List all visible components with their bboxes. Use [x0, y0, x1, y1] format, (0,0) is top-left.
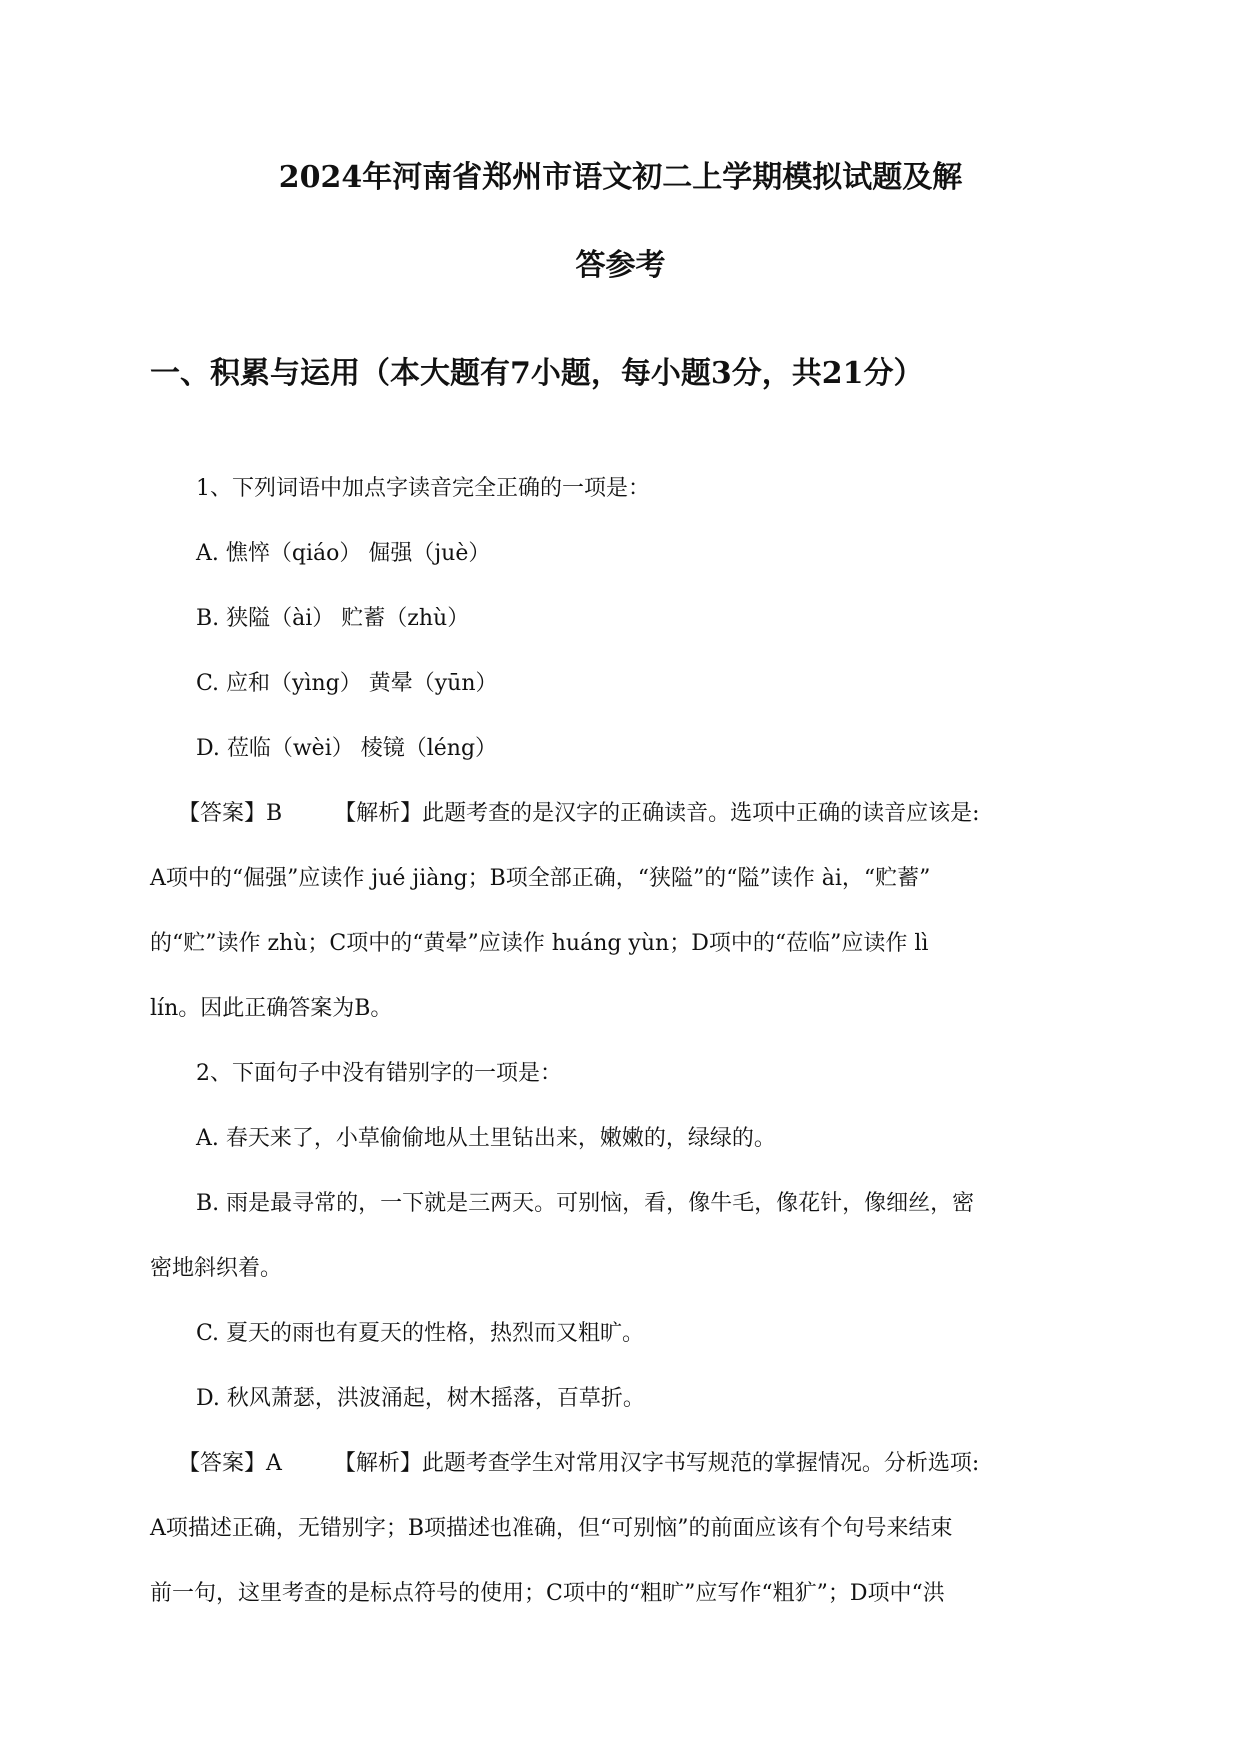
question-2-answer-row: [178, 1448, 979, 1480]
question-1-option-d: D. 莅临（wèi） 棱镜（léng）: [196, 736, 498, 761]
document-title-line2: 答参考: [575, 248, 666, 283]
question-1-option-a: A. 憔悴（qiáo） 倔强（juè）: [196, 541, 491, 566]
question-2-answer: 【答案】A: [178, 1451, 282, 1476]
question-1-analysis-line2: A项中的“倔强”应读作 jué jiàng；B项全部正确，“狭隘”的“隘”读作 ài，“贮蓄”: [150, 866, 931, 891]
question-2-option-a: A. 春天来了，小草偷偷地从土里钻出来，嫩嫩的，绿绿的。: [196, 1126, 776, 1151]
question-2-option-b-line2: 密地斜织着。: [150, 1256, 283, 1281]
question-1-analysis-line4: lín。因此正确答案为B。: [150, 996, 393, 1021]
document-title-line1: 2024年河南省郑州市语文初二上学期模拟试题及解: [278, 160, 963, 195]
question-1-option-b: B. 狭隘（ài） 贮蓄（zhù）: [196, 606, 470, 631]
question-2-analysis-start: 【解析】此题考查学生对常用汉字书写规范的掌握情况。分析选项:: [333, 1451, 980, 1476]
question-1-analysis-line3: 的“贮”读作 zhù；C项中的“黄晕”应读作 huáng yùn；D项中的“莅临”应读作 lì: [150, 931, 929, 956]
question-1-stem: 1、下列词语中加点字读音完全正确的一项是：: [196, 476, 650, 501]
question-1-answer-row: [178, 798, 980, 830]
question-2-option-d: D. 秋风萧瑟，洪波涌起，树木摇落，百草折。: [196, 1386, 645, 1411]
question-2-analysis-line3: 前一句，这里考查的是标点符号的使用；C项中的“粗旷”应写作“粗犷”；D项中“洪: [150, 1581, 945, 1606]
question-2-option-b-line1: B. 雨是最寻常的，一下就是三两天。可别恼，看，像牛毛，像花针，像细丝，密: [196, 1191, 975, 1216]
question-2-analysis-line2: A项描述正确，无错别字；B项描述也准确，但“可别恼”的前面应该有个句号来结束: [150, 1516, 953, 1541]
question-1-option-c: C. 应和（yìng） 黄晕（yūn）: [196, 671, 498, 696]
question-1-answer: 【答案】B: [178, 801, 283, 826]
section-heading: 一、积累与运用（本大题有7小题，每小题3分，共21分）: [150, 356, 924, 391]
question-2-stem: 2、下面句子中没有错别字的一项是：: [196, 1061, 562, 1086]
question-2-option-c: C. 夏天的雨也有夏天的性格，热烈而又粗旷。: [196, 1321, 645, 1346]
question-1-analysis-start: 【解析】此题考查的是汉字的正确读音。选项中正确的读音应该是:: [334, 801, 980, 826]
